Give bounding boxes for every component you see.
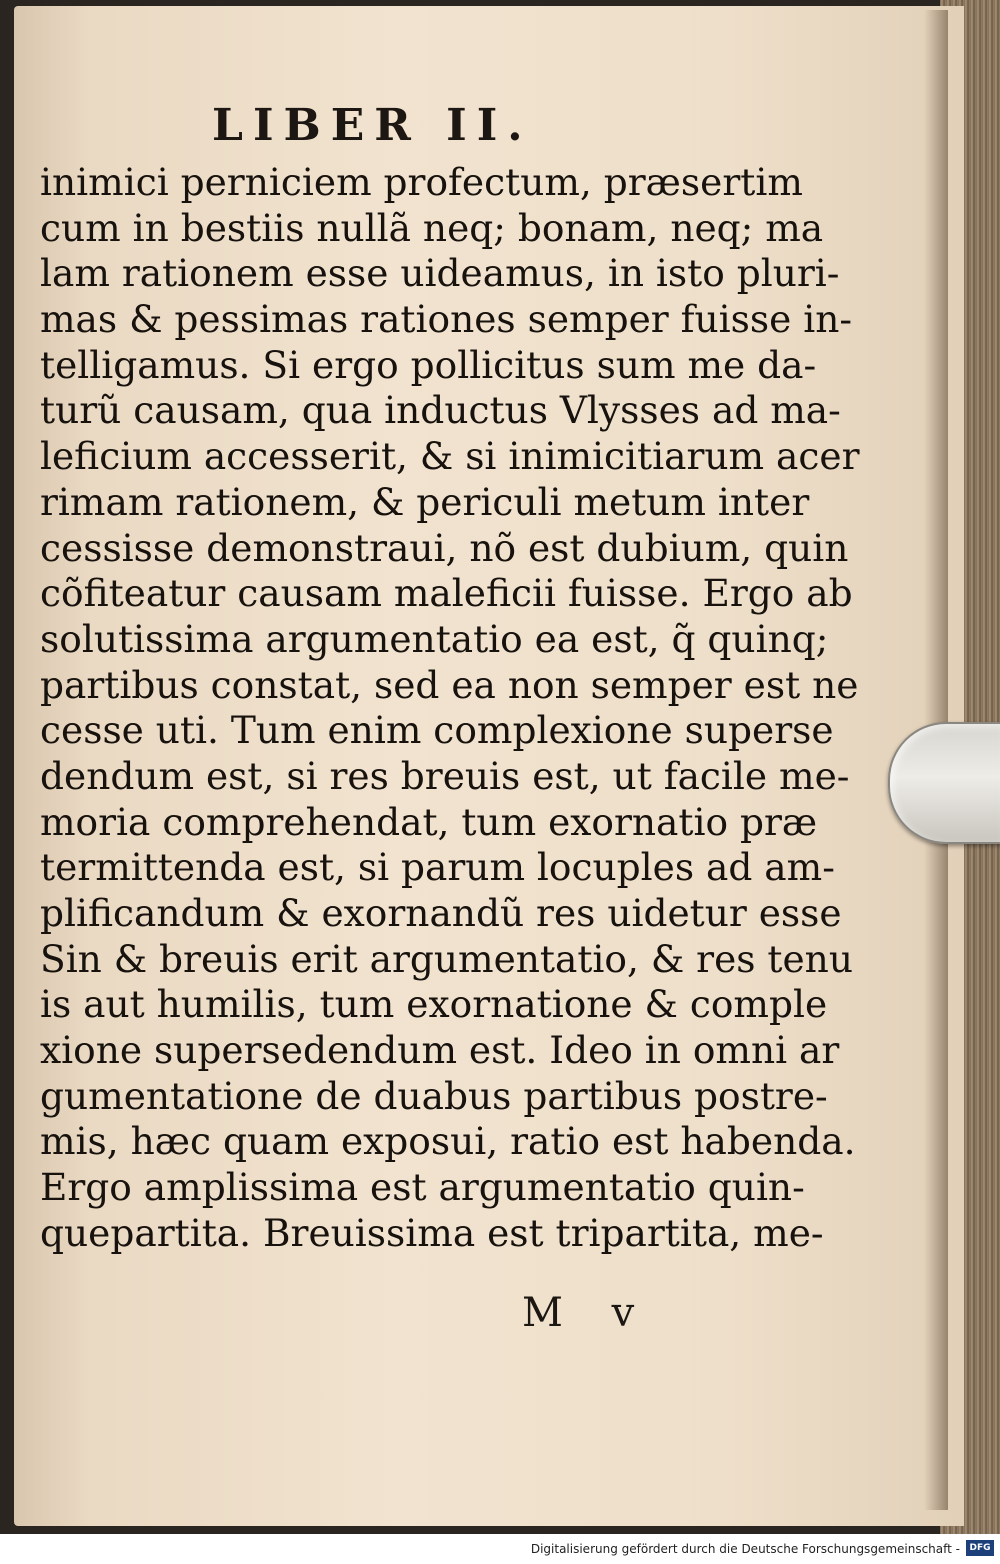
text-line: cessisse demonstraui, nõ est dubium, quin bbox=[40, 525, 849, 570]
running-head: LIBER II. bbox=[212, 100, 533, 151]
text-line: inimici perniciem profectum, præsertim bbox=[40, 160, 803, 204]
text-line: partibus constat, sed ea non semper est ne bbox=[40, 662, 859, 707]
dfg-credit: Digitalisierung gefördert durch die Deutsche Forschungsgemeinschaft - bbox=[530, 1542, 960, 1556]
text-line: quepartita. Breuissima est tripartita, me- bbox=[40, 1210, 824, 1255]
text-line: plificandum & exornandũ res uidetur esse bbox=[40, 891, 842, 935]
text-line: moria comprehendat, tum exornatio præ bbox=[40, 799, 818, 844]
footer-bar bbox=[0, 1534, 1000, 1564]
text-line: dendum est, si res breuis est, ut facile me- bbox=[40, 753, 850, 798]
text-line: cum in bestiis nullã neq; bonam, neq; ma bbox=[40, 205, 824, 250]
text-line: termittenda est, si parum locuples ad am- bbox=[40, 845, 835, 890]
book-clip bbox=[888, 722, 1000, 844]
text-line: leficium accesserit, & si inimicitiarum acer bbox=[40, 434, 860, 479]
text-line: Sin & breuis erit argumentatio, & res tenu bbox=[40, 936, 853, 981]
text-line: xione supersedendum est. Ideo in omni ar bbox=[40, 1028, 840, 1073]
signature-mark: M v bbox=[522, 1290, 653, 1336]
text-line: is aut humilis, tum exornatione & comple bbox=[40, 982, 828, 1027]
text-line: Ergo amplissima est argumentatio quin- bbox=[40, 1165, 805, 1210]
text-line: telligamus. Si ergo pollicitus sum me da- bbox=[40, 342, 817, 387]
text-line: turũ causam, qua inductus Vlysses ad ma- bbox=[40, 388, 841, 433]
body-text bbox=[40, 160, 860, 1257]
text-line: solutissima argumentatio ea est, q̃ quinq; bbox=[40, 616, 829, 661]
text-line: lam rationem esse uideamus, in isto pluri- bbox=[40, 251, 840, 296]
text-line: gumentatione de duabus partibus postre- bbox=[40, 1073, 828, 1118]
text-line: cesse uti. Tum enim complexione superse bbox=[40, 708, 834, 753]
dfg-logo: DFG bbox=[966, 1540, 994, 1556]
text-line: mas & pessimas rationes semper fuisse in- bbox=[40, 297, 853, 342]
text-line: cõfiteatur causam maleficii fuisse. Ergo ab bbox=[40, 571, 853, 616]
text-line: rimam rationem, & periculi metum inter bbox=[40, 479, 810, 524]
text-line: mis, hæc quam exposui, ratio est habenda. bbox=[40, 1119, 856, 1164]
